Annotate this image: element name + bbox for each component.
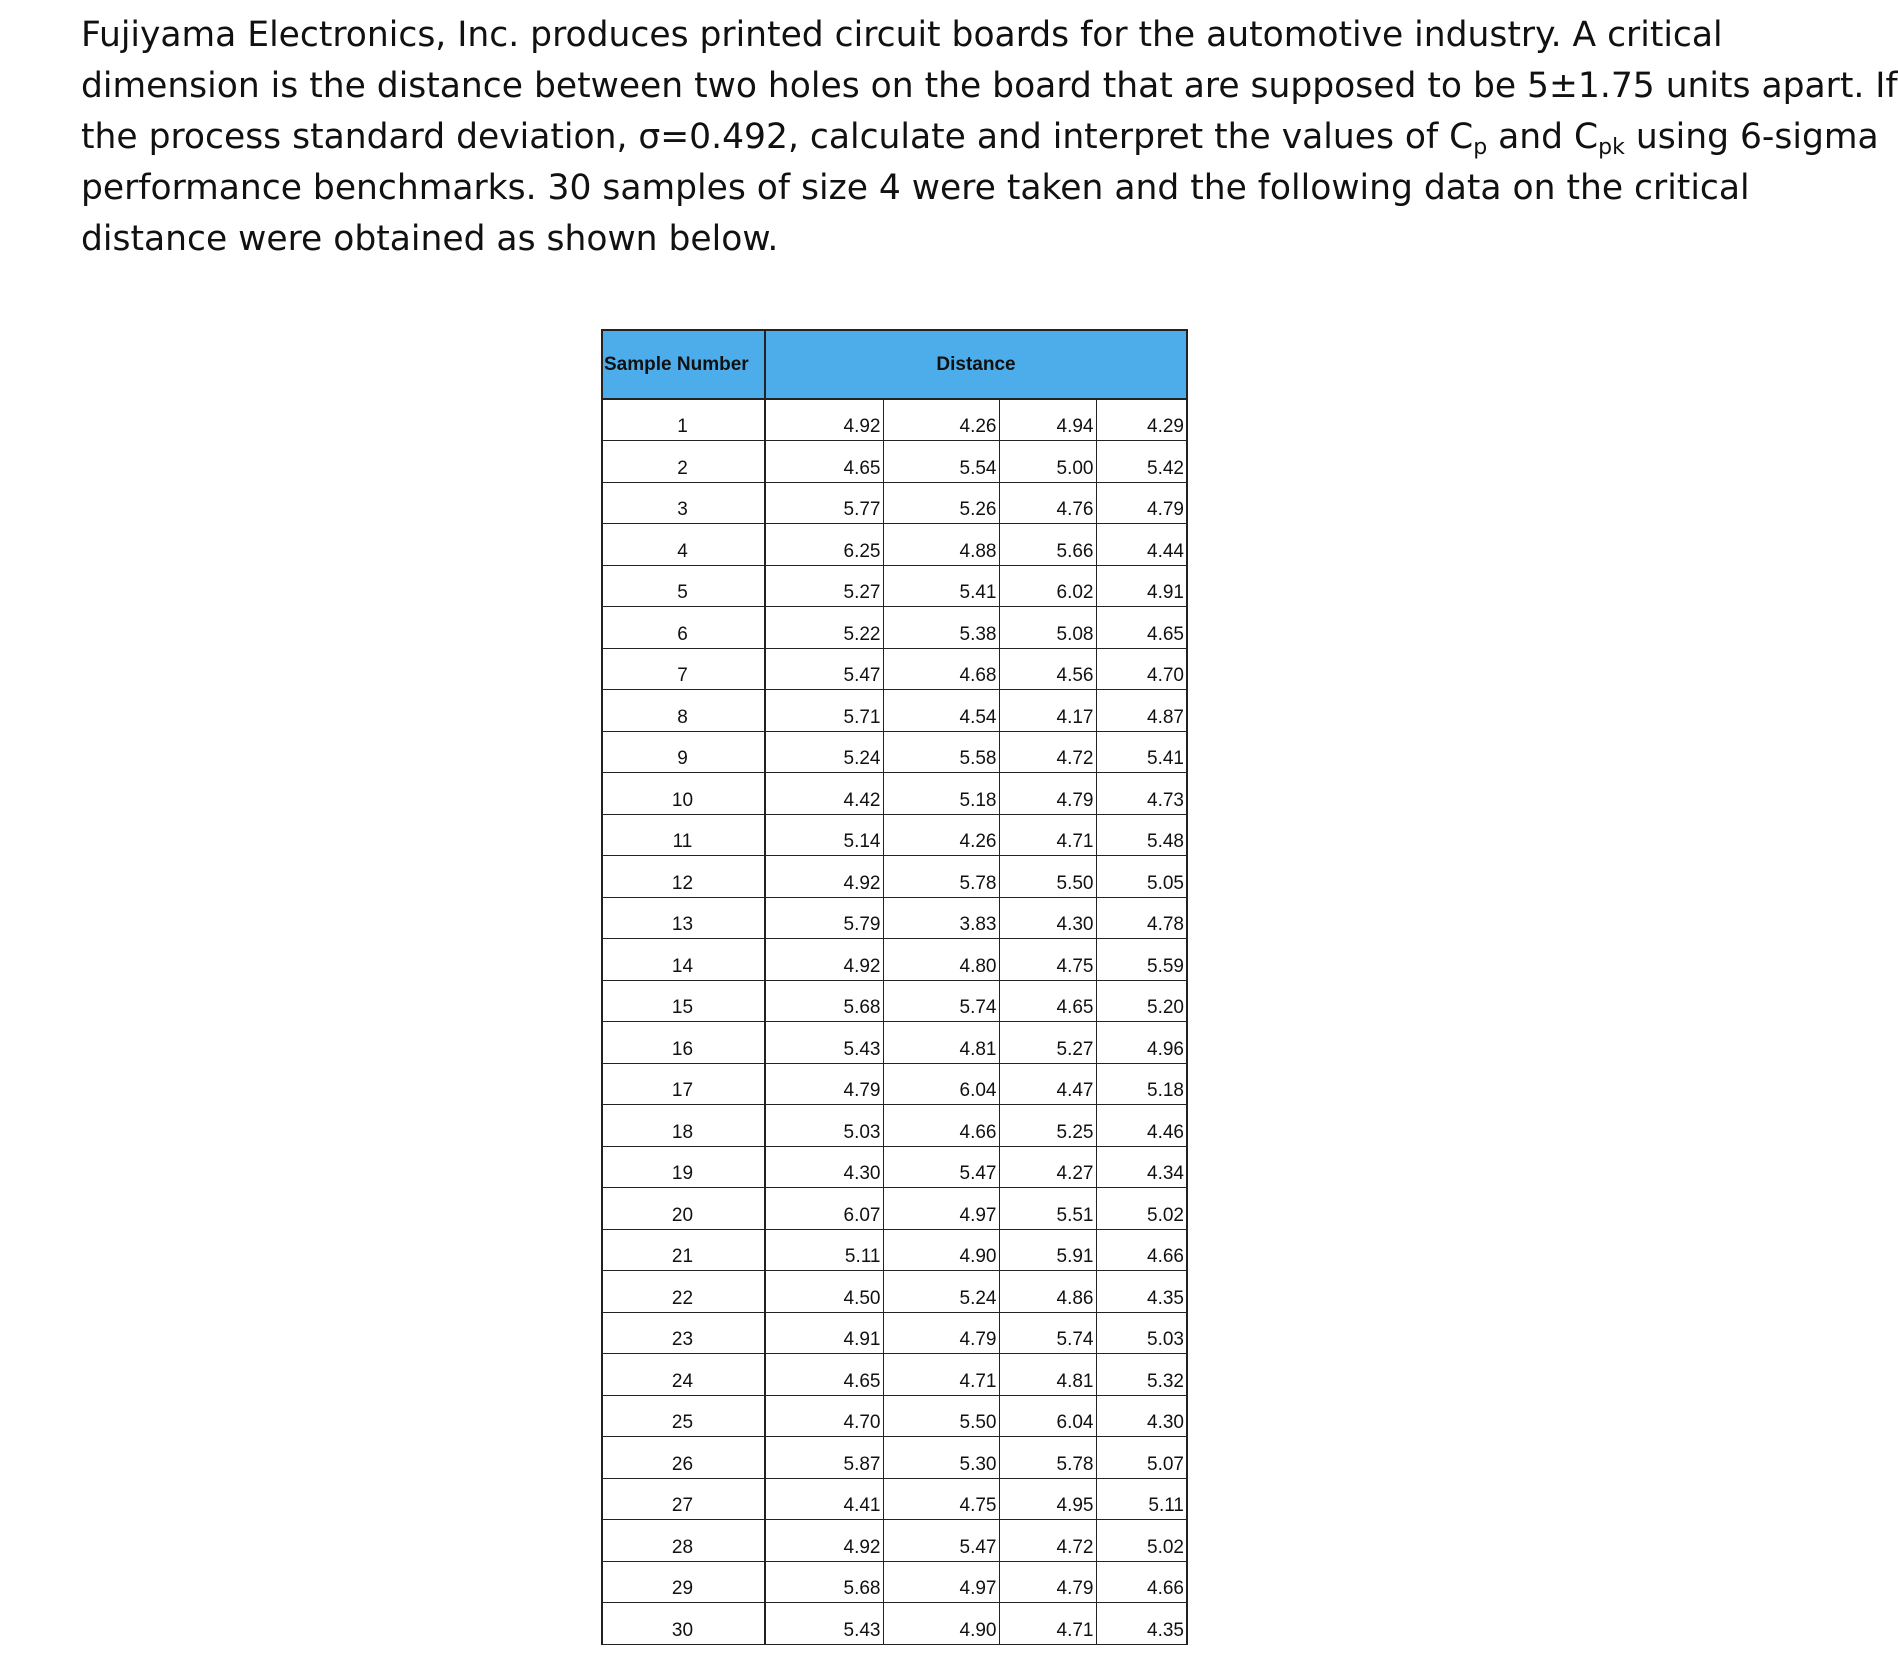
distance-value-cell: 4.41 — [765, 1478, 883, 1520]
distance-value-cell: 5.24 — [883, 1271, 999, 1313]
distance-value-cell: 5.50 — [883, 1395, 999, 1437]
distance-value-cell: 5.66 — [999, 524, 1096, 566]
distance-value-cell: 5.68 — [765, 1561, 883, 1603]
problem-statement — [81, 10, 1898, 265]
distance-value-cell: 5.47 — [883, 1146, 999, 1188]
sample-number-cell: 26 — [602, 1437, 765, 1479]
table-row — [602, 1603, 1187, 1645]
table-row — [602, 1354, 1187, 1396]
distance-value-cell: 4.75 — [999, 939, 1096, 981]
distance-value-cell: 5.07 — [1096, 1437, 1187, 1479]
problem-line-3-part-a: the process standard deviation, σ=0.492, calculate and interpret the values of C — [81, 117, 1474, 157]
distance-value-cell: 4.26 — [883, 399, 999, 441]
distance-value-cell: 4.50 — [765, 1271, 883, 1313]
distance-value-cell: 5.08 — [999, 607, 1096, 649]
header-sample-number: Sample Number — [602, 330, 765, 399]
distance-value-cell: 5.18 — [1096, 1063, 1187, 1105]
distance-value-cell: 5.25 — [999, 1105, 1096, 1147]
sample-number-cell: 25 — [602, 1395, 765, 1437]
distance-value-cell: 5.27 — [999, 1022, 1096, 1064]
table-row — [602, 607, 1187, 649]
table-row — [602, 814, 1187, 856]
distance-value-cell: 4.76 — [999, 482, 1096, 524]
problem-line-3 — [81, 112, 1879, 163]
distance-value-cell: 5.38 — [883, 607, 999, 649]
distance-value-cell: 4.26 — [883, 814, 999, 856]
sample-number-cell: 30 — [602, 1603, 765, 1645]
distance-value-cell: 4.91 — [765, 1312, 883, 1354]
distance-value-cell: 4.70 — [1096, 648, 1187, 690]
distance-value-cell: 4.91 — [1096, 565, 1187, 607]
sample-number-cell: 6 — [602, 607, 765, 649]
sample-number-cell: 10 — [602, 773, 765, 815]
distance-value-cell: 5.27 — [765, 565, 883, 607]
table-row — [602, 1395, 1187, 1437]
distance-value-cell: 4.71 — [999, 1603, 1096, 1645]
table-row — [602, 980, 1187, 1022]
distance-value-cell: 4.47 — [999, 1063, 1096, 1105]
table-row — [602, 939, 1187, 981]
distance-value-cell: 5.87 — [765, 1437, 883, 1479]
distance-value-cell: 5.42 — [1096, 441, 1187, 483]
distance-value-cell: 5.50 — [999, 856, 1096, 898]
distance-value-cell: 4.17 — [999, 690, 1096, 732]
distance-value-cell: 5.02 — [1096, 1520, 1187, 1562]
distance-value-cell: 3.83 — [883, 897, 999, 939]
sample-number-cell: 22 — [602, 1271, 765, 1313]
sample-number-cell: 23 — [602, 1312, 765, 1354]
sample-number-cell: 21 — [602, 1229, 765, 1271]
distance-value-cell: 5.51 — [999, 1188, 1096, 1230]
distance-value-cell: 4.96 — [1096, 1022, 1187, 1064]
distance-value-cell: 5.20 — [1096, 980, 1187, 1022]
sample-number-cell: 4 — [602, 524, 765, 566]
distance-value-cell: 4.97 — [883, 1561, 999, 1603]
distance-value-cell: 5.03 — [1096, 1312, 1187, 1354]
sample-number-cell: 19 — [602, 1146, 765, 1188]
sample-number-cell: 16 — [602, 1022, 765, 1064]
sample-number-cell: 17 — [602, 1063, 765, 1105]
distance-value-cell: 4.34 — [1096, 1146, 1187, 1188]
distance-value-cell: 5.02 — [1096, 1188, 1187, 1230]
distance-value-cell: 4.72 — [999, 1520, 1096, 1562]
cpk-subscript: pk — [1598, 135, 1625, 160]
distance-value-cell: 5.74 — [999, 1312, 1096, 1354]
sample-number-cell: 24 — [602, 1354, 765, 1396]
distance-value-cell: 4.29 — [1096, 399, 1187, 441]
distance-value-cell: 4.92 — [765, 1520, 883, 1562]
distance-value-cell: 5.54 — [883, 441, 999, 483]
distance-value-cell: 5.32 — [1096, 1354, 1187, 1396]
distance-value-cell: 5.71 — [765, 690, 883, 732]
distance-value-cell: 4.73 — [1096, 773, 1187, 815]
problem-line-3-part-b: and C — [1487, 117, 1599, 157]
table-row — [602, 1229, 1187, 1271]
distance-value-cell: 4.90 — [883, 1229, 999, 1271]
distance-value-cell: 6.07 — [765, 1188, 883, 1230]
sample-number-cell: 2 — [602, 441, 765, 483]
table-row — [602, 1437, 1187, 1479]
distance-value-cell: 6.04 — [883, 1063, 999, 1105]
distance-value-cell: 5.68 — [765, 980, 883, 1022]
distance-value-cell: 4.54 — [883, 690, 999, 732]
distance-value-cell: 4.79 — [999, 1561, 1096, 1603]
sample-number-cell: 12 — [602, 856, 765, 898]
distance-value-cell: 4.66 — [883, 1105, 999, 1147]
sample-number-cell: 3 — [602, 482, 765, 524]
table-row — [602, 856, 1187, 898]
distance-value-cell: 4.68 — [883, 648, 999, 690]
distance-value-cell: 4.30 — [1096, 1395, 1187, 1437]
table-row — [602, 1105, 1187, 1147]
distance-value-cell: 5.30 — [883, 1437, 999, 1479]
distance-value-cell: 5.79 — [765, 897, 883, 939]
table-row — [602, 1022, 1187, 1064]
distance-value-cell: 4.95 — [999, 1478, 1096, 1520]
table-row — [602, 1520, 1187, 1562]
distance-value-cell: 5.78 — [883, 856, 999, 898]
sample-number-cell: 7 — [602, 648, 765, 690]
distance-value-cell: 5.26 — [883, 482, 999, 524]
distance-value-cell: 6.04 — [999, 1395, 1096, 1437]
distance-data-table-container — [601, 329, 1188, 1645]
distance-value-cell: 4.44 — [1096, 524, 1187, 566]
distance-value-cell: 6.25 — [765, 524, 883, 566]
sample-number-cell: 27 — [602, 1478, 765, 1520]
distance-value-cell: 6.02 — [999, 565, 1096, 607]
sample-number-cell: 1 — [602, 399, 765, 441]
table-row — [602, 441, 1187, 483]
distance-value-cell: 4.65 — [1096, 607, 1187, 649]
table-row — [602, 1146, 1187, 1188]
distance-value-cell: 5.05 — [1096, 856, 1187, 898]
distance-value-cell: 4.72 — [999, 731, 1096, 773]
table-header-row — [602, 330, 1187, 399]
distance-value-cell: 4.35 — [1096, 1271, 1187, 1313]
distance-value-cell: 4.65 — [765, 441, 883, 483]
table-body — [602, 399, 1187, 1644]
distance-value-cell: 5.24 — [765, 731, 883, 773]
table-row — [602, 1188, 1187, 1230]
problem-line-2: dimension is the distance between two holes on the board that are supposed to be 5±1.75 units apart. If — [81, 66, 1898, 106]
distance-value-cell: 5.43 — [765, 1603, 883, 1645]
problem-line-3-part-c: using 6-sigma — [1624, 117, 1879, 157]
table-row — [602, 1478, 1187, 1520]
table-row — [602, 1312, 1187, 1354]
problem-line-4: performance benchmarks. 30 samples of size 4 were taken and the following data on the critical — [81, 168, 1750, 208]
cp-subscript: p — [1473, 135, 1488, 160]
table-row — [602, 399, 1187, 441]
table-row — [602, 524, 1187, 566]
distance-value-cell: 4.80 — [883, 939, 999, 981]
distance-value-cell: 4.79 — [1096, 482, 1187, 524]
distance-value-cell: 4.79 — [999, 773, 1096, 815]
sample-number-cell: 18 — [602, 1105, 765, 1147]
problem-line-1: Fujiyama Electronics, Inc. produces printed circuit boards for the automotive industry. A critical — [81, 15, 1723, 55]
distance-value-cell: 4.66 — [1096, 1561, 1187, 1603]
distance-value-cell: 4.94 — [999, 399, 1096, 441]
distance-value-cell: 5.11 — [1096, 1478, 1187, 1520]
problem-line-5: distance were obtained as shown below. — [81, 219, 779, 259]
distance-value-cell: 4.78 — [1096, 897, 1187, 939]
distance-value-cell: 5.47 — [765, 648, 883, 690]
table-row — [602, 482, 1187, 524]
distance-value-cell: 4.65 — [765, 1354, 883, 1396]
distance-value-cell: 4.30 — [765, 1146, 883, 1188]
distance-value-cell: 4.70 — [765, 1395, 883, 1437]
distance-value-cell: 5.43 — [765, 1022, 883, 1064]
table-row — [602, 1063, 1187, 1105]
distance-value-cell: 4.88 — [883, 524, 999, 566]
distance-value-cell: 5.22 — [765, 607, 883, 649]
distance-value-cell: 4.87 — [1096, 690, 1187, 732]
sample-number-cell: 14 — [602, 939, 765, 981]
distance-value-cell: 4.56 — [999, 648, 1096, 690]
table-row — [602, 773, 1187, 815]
sample-number-cell: 20 — [602, 1188, 765, 1230]
distance-value-cell: 4.35 — [1096, 1603, 1187, 1645]
distance-value-cell: 4.30 — [999, 897, 1096, 939]
distance-value-cell: 5.47 — [883, 1520, 999, 1562]
distance-value-cell: 4.71 — [999, 814, 1096, 856]
distance-value-cell: 4.81 — [999, 1354, 1096, 1396]
distance-value-cell: 5.41 — [1096, 731, 1187, 773]
sample-number-cell: 13 — [602, 897, 765, 939]
distance-value-cell: 4.46 — [1096, 1105, 1187, 1147]
distance-value-cell: 4.81 — [883, 1022, 999, 1064]
table-row — [602, 565, 1187, 607]
distance-value-cell: 4.42 — [765, 773, 883, 815]
sample-number-cell: 28 — [602, 1520, 765, 1562]
distance-value-cell: 5.91 — [999, 1229, 1096, 1271]
distance-value-cell: 4.92 — [765, 939, 883, 981]
sample-number-cell: 8 — [602, 690, 765, 732]
distance-value-cell: 4.75 — [883, 1478, 999, 1520]
distance-value-cell: 4.66 — [1096, 1229, 1187, 1271]
distance-value-cell: 4.79 — [765, 1063, 883, 1105]
distance-value-cell: 4.97 — [883, 1188, 999, 1230]
table-row — [602, 731, 1187, 773]
sample-number-cell: 5 — [602, 565, 765, 607]
distance-value-cell: 4.86 — [999, 1271, 1096, 1313]
distance-value-cell: 4.79 — [883, 1312, 999, 1354]
distance-value-cell: 5.77 — [765, 482, 883, 524]
distance-value-cell: 5.58 — [883, 731, 999, 773]
sample-number-cell: 29 — [602, 1561, 765, 1603]
distance-value-cell: 5.48 — [1096, 814, 1187, 856]
distance-value-cell: 5.78 — [999, 1437, 1096, 1479]
table-row — [602, 648, 1187, 690]
distance-value-cell: 5.59 — [1096, 939, 1187, 981]
distance-value-cell: 5.18 — [883, 773, 999, 815]
distance-value-cell: 5.14 — [765, 814, 883, 856]
distance-value-cell: 5.11 — [765, 1229, 883, 1271]
sample-number-cell: 9 — [602, 731, 765, 773]
distance-value-cell: 5.00 — [999, 441, 1096, 483]
header-distance: Distance — [765, 330, 1187, 399]
distance-value-cell: 5.74 — [883, 980, 999, 1022]
distance-value-cell: 5.03 — [765, 1105, 883, 1147]
table-row — [602, 1271, 1187, 1313]
sample-number-cell: 11 — [602, 814, 765, 856]
table-row — [602, 897, 1187, 939]
table-row — [602, 1561, 1187, 1603]
distance-value-cell: 4.92 — [765, 856, 883, 898]
distance-value-cell: 4.92 — [765, 399, 883, 441]
distance-value-cell: 4.90 — [883, 1603, 999, 1645]
table-row — [602, 690, 1187, 732]
distance-value-cell: 5.41 — [883, 565, 999, 607]
distance-value-cell: 4.65 — [999, 980, 1096, 1022]
distance-value-cell: 4.71 — [883, 1354, 999, 1396]
distance-value-cell: 4.27 — [999, 1146, 1096, 1188]
distance-data-table — [601, 329, 1188, 1645]
sample-number-cell: 15 — [602, 980, 765, 1022]
